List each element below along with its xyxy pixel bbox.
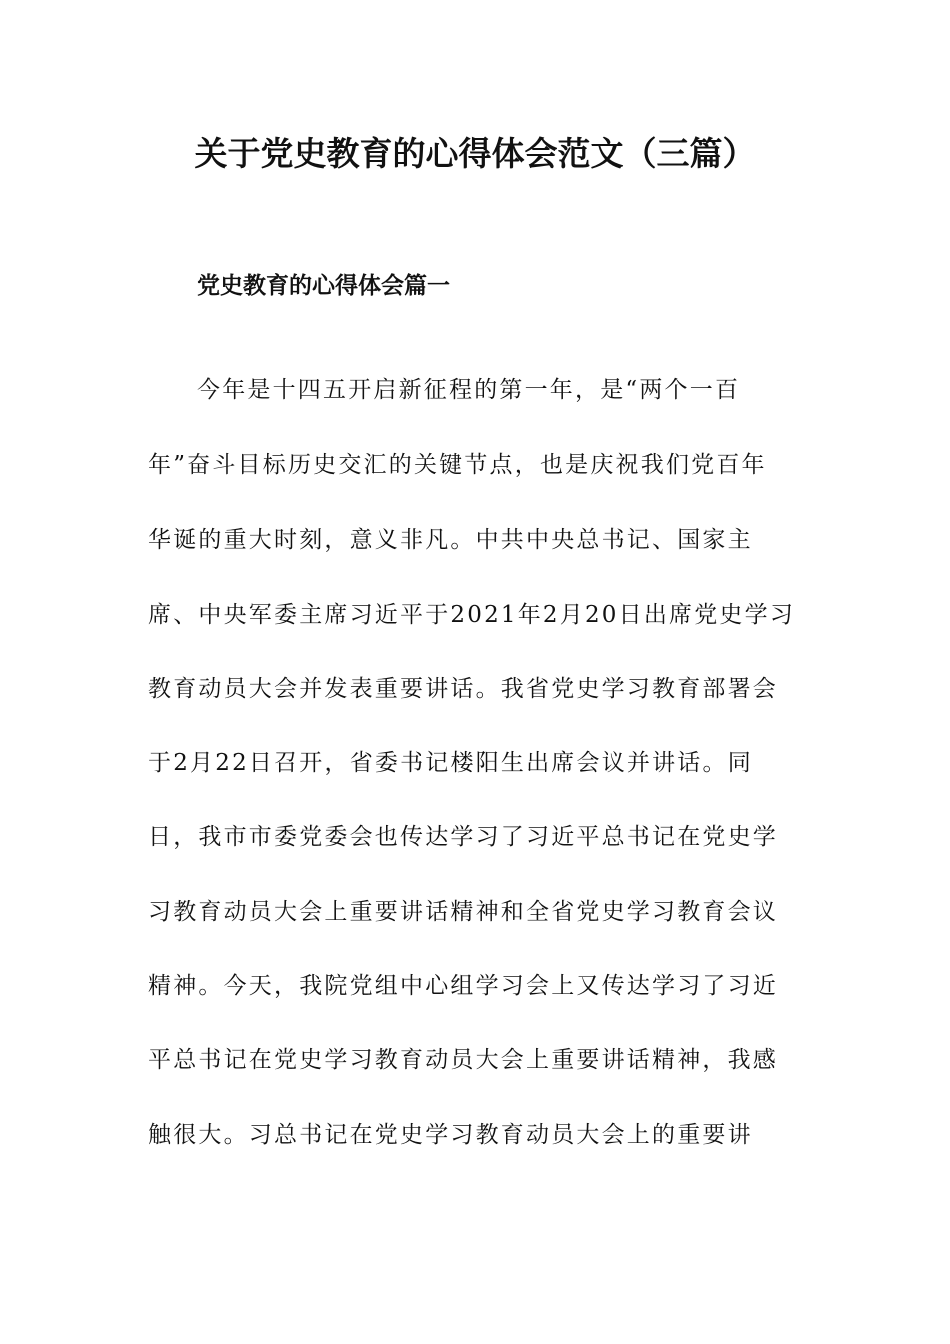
paragraph-line: 习教育动员大会上重要讲话精神和全省党史学习教育会议 — [148, 899, 778, 925]
paragraph-line: 精神。今天，我院党组中心组学习会上又传达学习了习近 — [148, 973, 778, 999]
section-heading: 党史教育的心得体会篇一 — [197, 273, 450, 299]
paragraph-line: 触很大。习总书记在党史学习教育动员大会上的重要讲 — [148, 1122, 753, 1148]
paragraph-line: 席、中央军委主席习近平于2021年2月20日出席党史学习 — [148, 602, 796, 628]
paragraph-line: 今年是十四五开启新征程的第一年，是“两个一百 — [197, 377, 741, 403]
paragraph-line: 日，我市市委党委会也传达学习了习近平总书记在党史学 — [148, 824, 778, 850]
paragraph-line: 年”奋斗目标历史交汇的关键节点，也是庆祝我们党百年 — [148, 452, 767, 478]
paragraph-line: 于2月22日召开，省委书记楼阳生出席会议并讲话。同 — [148, 750, 753, 776]
document-title: 关于党史教育的心得体会范文（三篇） — [194, 134, 756, 173]
paragraph-line: 华诞的重大时刻，意义非凡。中共中央总书记、国家主 — [148, 527, 753, 553]
paragraph-line: 平总书记在党史学习教育动员大会上重要讲话精神，我感 — [148, 1047, 778, 1073]
paragraph-line: 教育动员大会并发表重要讲话。我省党史学习教育部署会 — [148, 676, 778, 702]
